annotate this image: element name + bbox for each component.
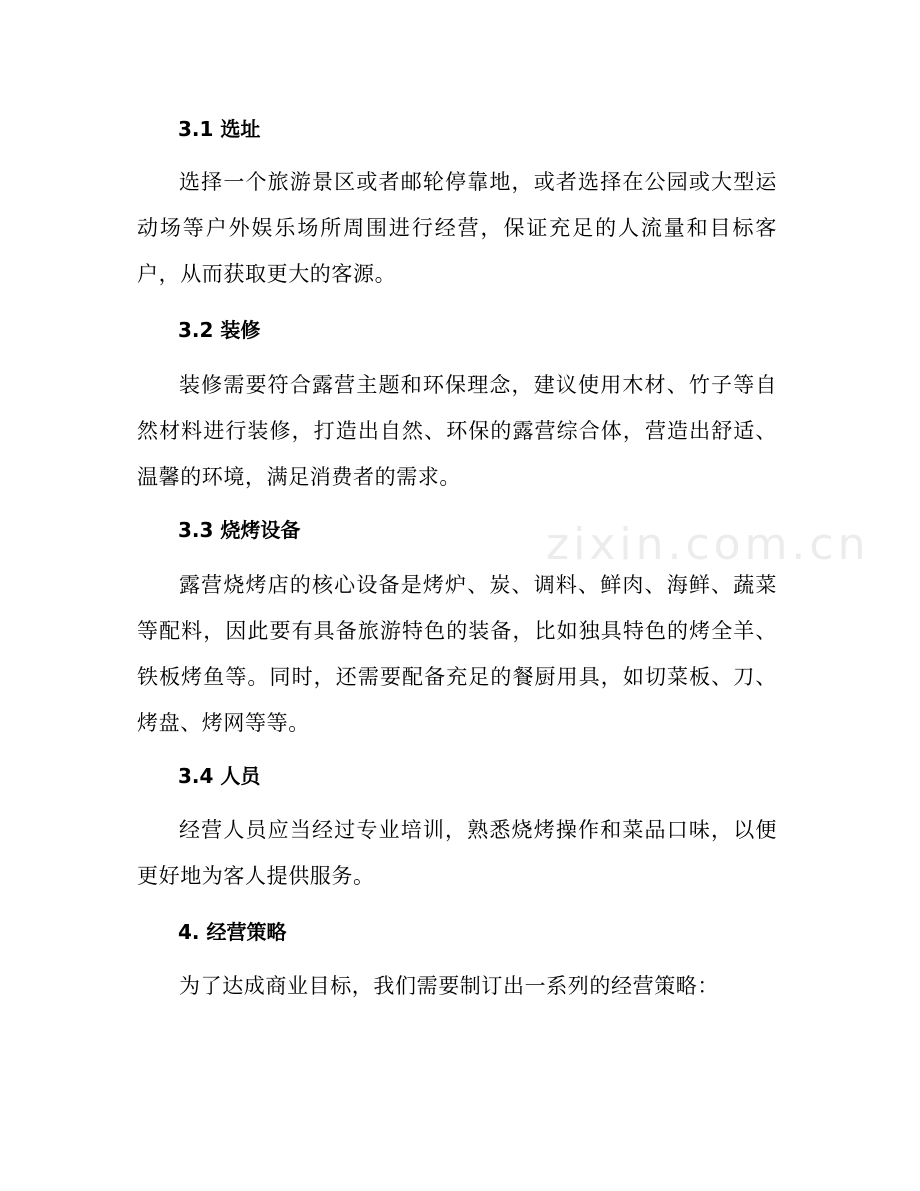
section-heading-bbq-equipment: 3.3 烧烤设备: [178, 518, 301, 542]
watermark-text: zixin.com.cn: [546, 519, 870, 570]
section-body-bbq-equipment: 露营烧烤店的核心设备是烤炉、炭、调料、鲜肉、海鲜、蔬菜等配料，因此要有具备旅游特色的装备，比如独具特色的烤全羊、铁板烤鱼等。同时，还需要配备充足的餐厨用具，如切菜板、刀、烤盘、烤网等等。: [137, 573, 777, 735]
section-heading-staff: 3.4 人员: [178, 764, 261, 788]
section-body-site-selection: 选择一个旅游景区或者邮轮停靠地，或者选择在公园或大型运动场等户外娱乐场所周围进行经营，保证充足的人流量和目标客户，从而获取更大的客源。: [137, 170, 777, 286]
section-heading-business-strategy: 4. 经营策略: [178, 920, 287, 944]
section-body-business-strategy: 为了达成商业目标，我们需要制订出一系列的经营策略：: [179, 974, 719, 998]
section-body-staff: 经营人员应当经过专业培训，熟悉烧烤操作和菜品口味，以便更好地为客人提供服务。: [137, 818, 777, 888]
section-heading-decoration: 3.2 装修: [178, 318, 261, 342]
section-heading-site-selection: 3.1 选址: [178, 117, 261, 141]
section-body-decoration: 装修需要符合露营主题和环保理念，建议使用木材、竹子等自然材料进行装修，打造出自然、环保的露营综合体，营造出舒适、温馨的环境，满足消费者的需求。: [137, 373, 777, 489]
